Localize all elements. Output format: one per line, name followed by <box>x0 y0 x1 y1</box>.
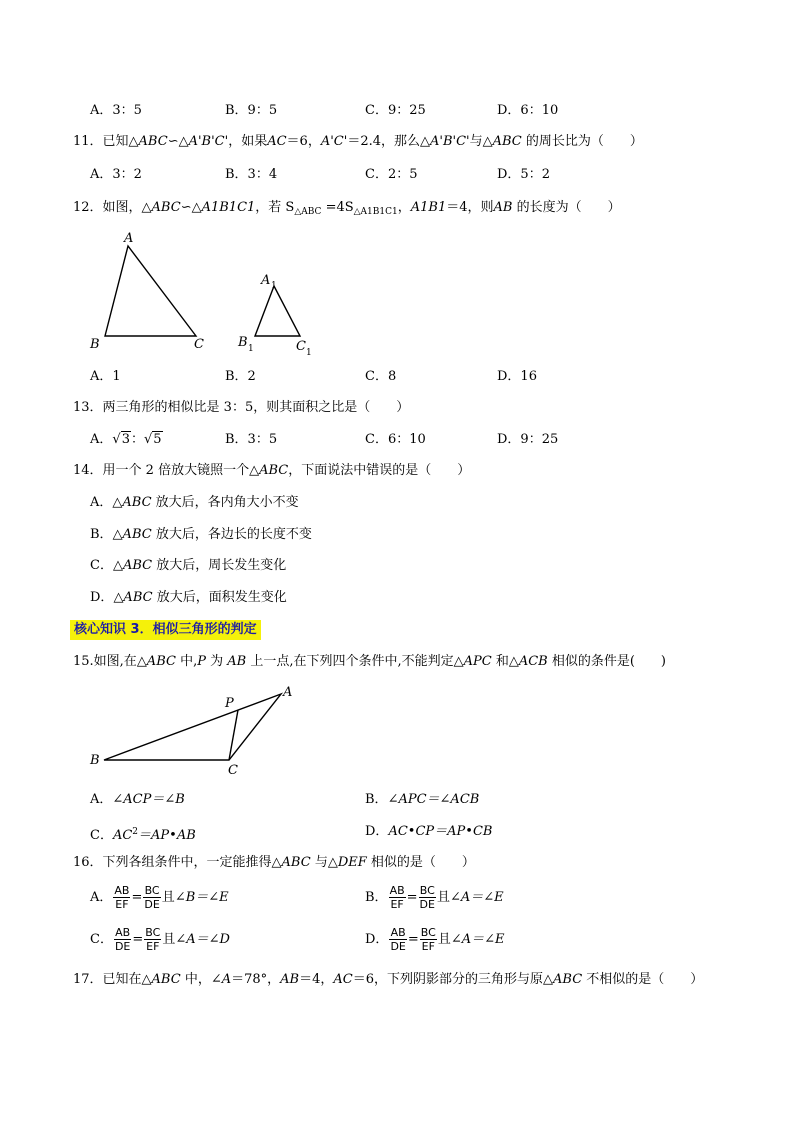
q12-t2: ∽ <box>180 200 192 215</box>
q12-t3: △A1B1C1 <box>191 200 256 215</box>
q15-a-text: ∠ACP＝∠B <box>112 792 185 807</box>
q11-t8: △A'B'C' <box>420 134 470 149</box>
q17-p10: △ABC <box>543 972 583 987</box>
q16-option-a[interactable] <box>90 883 229 913</box>
q15-p8: △APC <box>453 654 492 669</box>
q15-p4: P <box>197 654 206 669</box>
q15-p2: △ABC <box>136 654 176 669</box>
q14-a-letter: A． <box>90 495 113 510</box>
q12-num: 12．如图， <box>73 200 142 215</box>
q11-t7: ＝2.4，那么 <box>347 134 420 149</box>
q16-post: 相似的是（ ） <box>366 855 475 870</box>
q15-p5: 为 <box>205 654 228 669</box>
q16-b-n2: BC <box>419 884 435 897</box>
q12-option-a[interactable]: A．1 <box>90 369 121 384</box>
q15-option-b[interactable] <box>365 792 479 808</box>
q15-d-prefix: D． <box>365 824 389 839</box>
triangle-a1b1c1 <box>255 286 300 336</box>
q16-b-cond: ∠A＝∠E <box>449 890 504 905</box>
q17-p11: 不相似的是（ ） <box>582 972 704 987</box>
q16-d-n2: BC <box>420 926 436 939</box>
q12-t12: 的长度为（ ） <box>512 200 621 215</box>
q14-option-b[interactable] <box>90 527 312 543</box>
q16-b-frac1 <box>389 884 406 911</box>
q15-p3: 中, <box>175 654 198 669</box>
q16-t2: △DEF <box>327 855 367 870</box>
q16-b-qie: 且 <box>436 890 450 905</box>
q16-c-cond: ∠A＝∠D <box>175 932 230 947</box>
q14-c-tri: △ABC <box>112 558 153 573</box>
segment-pc <box>229 710 238 760</box>
q11-t11: 的周长比为（ ） <box>521 134 643 149</box>
label-b1-sub: 1 <box>248 344 254 354</box>
q15-figure <box>85 680 305 780</box>
q14-c-text: 放大后，周长发生变化 <box>152 558 287 573</box>
q16-c-n1: AB <box>115 926 131 939</box>
label-c1: C <box>296 339 306 354</box>
q13-a-radicand-1: 3 <box>121 432 130 447</box>
q16-option-c[interactable] <box>90 925 230 955</box>
q14-d-text: 放大后，面积发生变化 <box>152 590 287 605</box>
label-a1: A <box>261 273 271 288</box>
q15-p1: 15.如图,在 <box>73 654 137 669</box>
q16-a-n1: AB <box>114 884 130 897</box>
q16-a-d2: DE <box>144 898 160 911</box>
q16-a-eq: = <box>131 890 143 905</box>
q11-t3: ，如果 <box>228 134 268 149</box>
q16-b-d2: DE <box>419 898 435 911</box>
q11-t9: 与 <box>469 134 483 149</box>
q16-d-qie: 且 <box>437 932 451 947</box>
q15-p11: 相似的条件是( ) <box>547 654 666 669</box>
q16-a-prefix: A． <box>90 890 113 905</box>
q15-p9: 和 <box>491 654 509 669</box>
q15-option-a[interactable] <box>90 792 185 808</box>
q15-b-prefix: B． <box>365 792 388 807</box>
section-heading: 核心知识 3．相似三角形的判定 <box>70 620 261 640</box>
q10-option-b[interactable]: B．9：5 <box>225 103 278 118</box>
sqrt-3: √3 <box>112 432 130 447</box>
q11-option-d[interactable]: D．5：2 <box>497 167 550 182</box>
q15-c-t2: ＝AP•AB <box>138 828 196 843</box>
q14-stem-post: ，下面说法中错误的是（ ） <box>288 463 471 478</box>
q16-c-qie: 且 <box>162 932 176 947</box>
q16-d-frac2 <box>420 926 437 953</box>
q12-t7: △A1B1C1 <box>353 207 398 217</box>
q12-option-c[interactable]: C．8 <box>365 369 397 384</box>
q16-a-frac2 <box>143 884 160 911</box>
q14-option-c[interactable] <box>90 558 286 574</box>
q13-option-a[interactable] <box>90 432 163 448</box>
q16-c-n2: BC <box>145 926 161 939</box>
triangle-abc <box>105 246 196 336</box>
label-a1-sub: 1 <box>271 281 277 291</box>
q16-c-frac1 <box>114 926 131 953</box>
label-a: A <box>124 231 134 246</box>
q13-option-b[interactable]: B．3：5 <box>225 432 278 447</box>
q15-option-d[interactable] <box>365 824 492 840</box>
q16-option-b[interactable] <box>365 883 504 913</box>
q16-d-d2: EF <box>421 940 435 953</box>
q11-option-a[interactable]: A．3：2 <box>90 167 142 182</box>
q14-b-text: 放大后，各边长的长度不变 <box>151 527 312 542</box>
q12-t11: AB <box>493 200 513 215</box>
q14-a-text: 放大后，各内角大小不变 <box>151 495 299 510</box>
q14-stem <box>73 463 470 479</box>
q15-a-prefix: A． <box>90 792 113 807</box>
q16-t1: △ABC <box>271 855 311 870</box>
q16-stem <box>73 855 475 871</box>
q16-d-n1: AB <box>390 926 406 939</box>
q11-t4: AC <box>267 134 287 149</box>
q16-a-n2: BC <box>144 884 160 897</box>
q16-c-eq: = <box>132 932 144 947</box>
q12-t1: △ABC <box>141 200 181 215</box>
q16-b-n1: AB <box>389 884 405 897</box>
q12-t6: =4S <box>321 200 354 215</box>
q17-p3: 中， <box>180 972 211 987</box>
label-c-15: C <box>228 763 238 778</box>
label-b: B <box>90 337 100 352</box>
q12-option-b[interactable]: B．2 <box>225 369 256 384</box>
q16-d-d1: DE <box>390 940 406 953</box>
q12-stem <box>73 200 621 220</box>
q15-d-text: AC•CP＝AP•CB <box>388 824 493 839</box>
q16-d-eq: = <box>407 932 419 947</box>
q16-a-cond: ∠B＝∠E <box>174 890 229 905</box>
q16-b-d1: EF <box>390 898 404 911</box>
q11-t6: A'C' <box>320 134 348 149</box>
q16-b-eq: = <box>406 890 418 905</box>
q17-p8: AC <box>333 972 353 987</box>
q17-p5: ＝78°， <box>231 972 281 987</box>
q15-p10: △ACB <box>508 654 548 669</box>
q14-option-d[interactable] <box>90 590 287 606</box>
label-a-15: A <box>283 685 293 700</box>
q12-t5: △ABC <box>294 207 322 217</box>
q12-t9: A1B1 <box>410 200 447 215</box>
q10-option-c[interactable]: C．9：25 <box>365 103 426 118</box>
label-c1-sub: 1 <box>306 348 312 358</box>
q15-p7: 上一点,在下列四个条件中,不能判定 <box>246 654 454 669</box>
q16-c-d2: EF <box>146 940 160 953</box>
q13-option-d[interactable]: D．9：25 <box>497 432 559 447</box>
label-c: C <box>194 337 204 352</box>
sqrt-5: √5 <box>143 432 162 447</box>
q11-option-b[interactable]: B．3：4 <box>225 167 278 182</box>
q11-t2: ∽△A'B'C' <box>167 134 229 149</box>
q14-b-tri: △ABC <box>112 527 152 542</box>
q15-stem <box>73 654 666 670</box>
q12-t4: ，若 S <box>255 200 295 215</box>
q13-stem: 13．两三角形的相似比是 3：5，则其面积之比是（ ） <box>73 400 410 415</box>
q16-a-d1: EF <box>115 898 129 911</box>
q16-pre: 16．下列各组条件中，一定能推得 <box>73 855 272 870</box>
q14-option-a[interactable] <box>90 495 299 511</box>
q16-option-d[interactable] <box>365 925 505 955</box>
q14-stem-pre: 14．用一个 2 倍放大镜照一个 <box>73 463 250 478</box>
q14-a-tri: △ABC <box>112 495 152 510</box>
q15-c-sup: 2 <box>132 827 139 837</box>
q17-p4: ∠A <box>210 972 232 987</box>
q14-d-tri: △ABC <box>113 590 153 605</box>
q11-t5: ＝6， <box>286 134 321 149</box>
label-b1: B <box>238 335 248 350</box>
label-p: P <box>225 696 234 711</box>
q12-t10: ＝4，则 <box>446 200 494 215</box>
q12-option-d[interactable]: D．16 <box>497 369 537 384</box>
q11-num: 11．已知 <box>73 134 129 149</box>
q13-a-colon: ： <box>130 432 144 447</box>
q16-a-frac1 <box>113 884 130 911</box>
q14-b-letter: B． <box>90 527 113 542</box>
q13-a-radicand-2: 5 <box>153 432 162 447</box>
q15-p6: AB <box>227 654 247 669</box>
q16-c-d1: DE <box>114 940 131 953</box>
q14-c-letter: C． <box>90 558 113 573</box>
q11-t1: △ABC <box>128 134 168 149</box>
triangle-abc-15 <box>104 694 281 760</box>
q16-b-frac2 <box>419 884 436 911</box>
q11-option-c[interactable]: C．2：5 <box>365 167 418 182</box>
q15-option-c[interactable] <box>90 824 196 844</box>
q17-p7: ＝4， <box>299 972 334 987</box>
q10-option-d[interactable]: D．6：10 <box>497 103 559 118</box>
q17-p2: △ABC <box>141 972 181 987</box>
q16-d-cond: ∠A＝∠E <box>450 932 505 947</box>
q15-c-prefix: C． <box>90 828 113 843</box>
q10-option-a[interactable]: A．3：5 <box>90 103 142 118</box>
q16-mid: 与 <box>310 855 328 870</box>
q15-c-t1: AC <box>112 828 133 843</box>
q17-stem <box>73 972 703 988</box>
q16-a-qie: 且 <box>161 890 175 905</box>
q11-t10: △ABC <box>482 134 522 149</box>
q16-c-frac2 <box>144 926 161 953</box>
q12-t8: ， <box>397 200 411 215</box>
q14-d-letter: D． <box>90 590 114 605</box>
q17-p9: ＝6，下列阴影部分的三角形与原 <box>352 972 544 987</box>
q14-stem-tri: △ABC <box>249 463 289 478</box>
label-b-15: B <box>90 753 100 768</box>
q12-figure <box>80 230 330 360</box>
q13-a-prefix: A． <box>90 432 113 447</box>
q17-p6: AB <box>280 972 300 987</box>
q16-d-frac1 <box>389 926 406 953</box>
q16-c-prefix: C． <box>90 932 113 947</box>
q15-b-text: ∠APC＝∠ACB <box>387 792 480 807</box>
q13-option-c[interactable]: C．6：10 <box>365 432 426 447</box>
q17-p1: 17．已知在 <box>73 972 142 987</box>
q16-b-prefix: B． <box>365 890 388 905</box>
q11-stem <box>73 134 643 150</box>
q16-d-prefix: D． <box>365 932 389 947</box>
